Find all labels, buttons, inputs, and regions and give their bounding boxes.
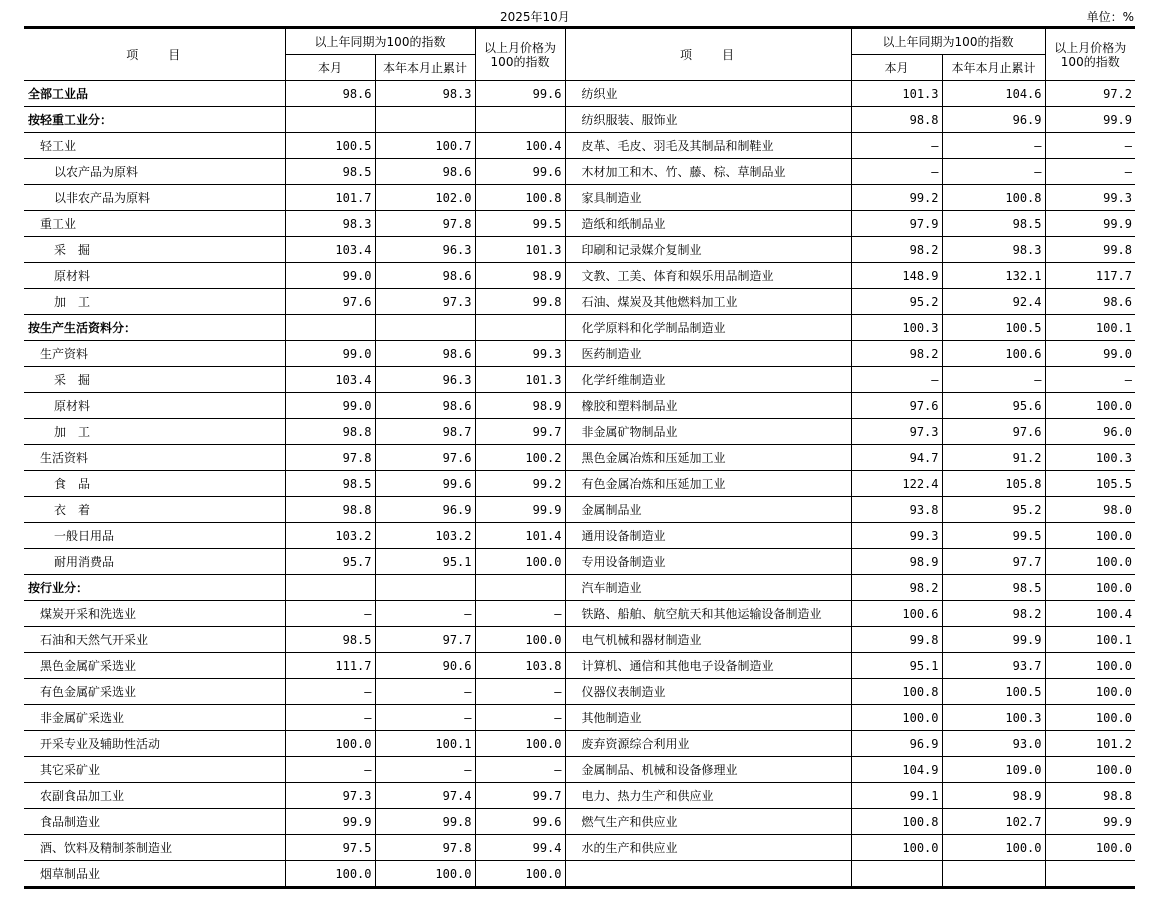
- left-current-month-value: 100.0: [285, 731, 375, 757]
- right-mom-value: 99.8: [1045, 237, 1135, 263]
- mom-header-line1-right: 以上月价格为: [1054, 40, 1127, 55]
- right-current-month-value: 148.9: [851, 263, 942, 289]
- left-item-label: 生活资料: [24, 445, 285, 471]
- left-ytd-value: 90.6: [375, 653, 475, 679]
- left-ytd-value: 97.8: [375, 211, 475, 237]
- left-mom-value: 99.7: [475, 419, 565, 445]
- right-current-month-value: 98.2: [851, 237, 942, 263]
- left-current-month-value: 100.5: [285, 133, 375, 159]
- left-current-month-value: 98.6: [285, 81, 375, 107]
- left-mom-value: [475, 107, 565, 133]
- right-mom-value: —: [1045, 367, 1135, 393]
- table-row: [24, 367, 1135, 393]
- left-ytd-value: 102.0: [375, 185, 475, 211]
- right-mom-value: 100.0: [1045, 835, 1135, 861]
- table-row: [24, 237, 1135, 263]
- price-index-table: [24, 26, 1135, 889]
- right-current-month-value: 100.6: [851, 601, 942, 627]
- left-mom-value: 101.3: [475, 367, 565, 393]
- left-current-month-value: 98.5: [285, 159, 375, 185]
- right-mom-value: 100.0: [1045, 393, 1135, 419]
- right-current-month-value: —: [851, 367, 942, 393]
- right-ytd-value: [942, 861, 1045, 888]
- right-mom-value: 98.0: [1045, 497, 1135, 523]
- right-mom-value: 99.0: [1045, 341, 1135, 367]
- left-item-label: 全部工业品: [24, 81, 285, 107]
- right-current-month-value: 95.2: [851, 289, 942, 315]
- left-current-month-value: 97.8: [285, 445, 375, 471]
- right-item-label: 文教、工美、体育和娱乐用品制造业: [565, 263, 851, 289]
- right-item-label: 燃气生产和供应业: [565, 809, 851, 835]
- right-item-label: 黑色金属冶炼和压延加工业: [565, 445, 851, 471]
- right-item-label: 通用设备制造业: [565, 523, 851, 549]
- left-ytd-value: 98.6: [375, 159, 475, 185]
- table-row: [24, 497, 1135, 523]
- left-mom-value: 100.0: [475, 731, 565, 757]
- right-item-label: 专用设备制造业: [565, 549, 851, 575]
- left-current-month-value: 97.3: [285, 783, 375, 809]
- ytd-header: 本年本月止累计: [375, 55, 475, 81]
- right-mom-value: 100.0: [1045, 679, 1135, 705]
- left-item-label: 加 工: [24, 419, 285, 445]
- yoy-group-header-right: 以上年同期为100的指数: [851, 28, 1045, 55]
- right-mom-value: —: [1045, 159, 1135, 185]
- right-current-month-value: 94.7: [851, 445, 942, 471]
- left-item-label: 按行业分：: [24, 575, 285, 601]
- mom-header-line2: 100的指数: [490, 54, 550, 69]
- left-current-month-value: 100.0: [285, 861, 375, 888]
- right-ytd-value: 100.8: [942, 185, 1045, 211]
- item-column-header: 项 目: [24, 28, 285, 81]
- right-current-month-value: 97.6: [851, 393, 942, 419]
- left-mom-value: 99.6: [475, 159, 565, 185]
- left-current-month-value: [285, 315, 375, 341]
- left-mom-value: [475, 315, 565, 341]
- right-ytd-value: 93.0: [942, 731, 1045, 757]
- left-mom-value: 99.2: [475, 471, 565, 497]
- left-current-month-value: —: [285, 705, 375, 731]
- right-ytd-value: —: [942, 159, 1045, 185]
- right-mom-value: 117.7: [1045, 263, 1135, 289]
- left-item-label: 耐用消费品: [24, 549, 285, 575]
- right-ytd-value: 100.3: [942, 705, 1045, 731]
- right-mom-value: [1045, 861, 1135, 888]
- left-current-month-value: 98.8: [285, 497, 375, 523]
- right-item-label: 印刷和记录媒介复制业: [565, 237, 851, 263]
- left-mom-value: 100.0: [475, 861, 565, 888]
- current-month-header-right: 本月: [851, 55, 942, 81]
- left-item-label: 生产资料: [24, 341, 285, 367]
- left-mom-value: 99.9: [475, 497, 565, 523]
- right-mom-value: 97.2: [1045, 81, 1135, 107]
- table-row: [24, 315, 1135, 341]
- right-mom-value: 100.0: [1045, 523, 1135, 549]
- left-ytd-value: 98.3: [375, 81, 475, 107]
- left-current-month-value: 97.5: [285, 835, 375, 861]
- table-row: [24, 601, 1135, 627]
- right-item-label: 皮革、毛皮、羽毛及其制品和制鞋业: [565, 133, 851, 159]
- left-ytd-value: 100.0: [375, 861, 475, 888]
- right-item-label: 纺织业: [565, 81, 851, 107]
- table-row: [24, 861, 1135, 888]
- left-ytd-value: —: [375, 601, 475, 627]
- left-ytd-value: 99.6: [375, 471, 475, 497]
- right-ytd-value: 93.7: [942, 653, 1045, 679]
- right-ytd-value: 95.6: [942, 393, 1045, 419]
- left-item-label: 非金属矿采选业: [24, 705, 285, 731]
- table-row: [24, 419, 1135, 445]
- left-item-label: 食 品: [24, 471, 285, 497]
- table-row: [24, 211, 1135, 237]
- right-mom-value: 98.8: [1045, 783, 1135, 809]
- left-mom-value: 101.4: [475, 523, 565, 549]
- left-item-label: 烟草制品业: [24, 861, 285, 888]
- right-current-month-value: 101.3: [851, 81, 942, 107]
- table-row: [24, 731, 1135, 757]
- right-ytd-value: —: [942, 367, 1045, 393]
- right-current-month-value: 93.8: [851, 497, 942, 523]
- right-current-month-value: 99.1: [851, 783, 942, 809]
- right-ytd-value: 100.6: [942, 341, 1045, 367]
- table-row: [24, 783, 1135, 809]
- left-current-month-value: 97.6: [285, 289, 375, 315]
- right-current-month-value: 95.1: [851, 653, 942, 679]
- right-ytd-value: 98.9: [942, 783, 1045, 809]
- right-ytd-value: 100.0: [942, 835, 1045, 861]
- right-mom-value: 99.9: [1045, 211, 1135, 237]
- right-mom-value: 100.3: [1045, 445, 1135, 471]
- right-item-label: 汽车制造业: [565, 575, 851, 601]
- left-item-label: 农副食品加工业: [24, 783, 285, 809]
- left-current-month-value: [285, 575, 375, 601]
- left-mom-value: 100.4: [475, 133, 565, 159]
- right-current-month-value: 99.8: [851, 627, 942, 653]
- left-mom-value: [475, 575, 565, 601]
- left-ytd-value: 97.7: [375, 627, 475, 653]
- left-item-label: 衣 着: [24, 497, 285, 523]
- table-row: [24, 393, 1135, 419]
- left-ytd-value: 103.2: [375, 523, 475, 549]
- right-ytd-value: 99.5: [942, 523, 1045, 549]
- left-item-label: 采 掘: [24, 367, 285, 393]
- left-mom-value: 100.0: [475, 549, 565, 575]
- left-ytd-value: [375, 315, 475, 341]
- right-item-label: 非金属矿物制品业: [565, 419, 851, 445]
- right-current-month-value: 100.0: [851, 835, 942, 861]
- right-item-label: 医药制造业: [565, 341, 851, 367]
- right-mom-value: 100.0: [1045, 549, 1135, 575]
- left-ytd-value: 97.6: [375, 445, 475, 471]
- left-item-label: 重工业: [24, 211, 285, 237]
- right-mom-value: 100.0: [1045, 705, 1135, 731]
- left-ytd-value: 95.1: [375, 549, 475, 575]
- left-item-label: 以农产品为原料: [24, 159, 285, 185]
- left-item-label: 原材料: [24, 263, 285, 289]
- left-ytd-value: 97.4: [375, 783, 475, 809]
- right-ytd-value: 98.5: [942, 211, 1045, 237]
- left-ytd-value: 97.8: [375, 835, 475, 861]
- left-item-label: 酒、饮料及精制茶制造业: [24, 835, 285, 861]
- left-mom-value: 101.3: [475, 237, 565, 263]
- right-item-label: 废弃资源综合利用业: [565, 731, 851, 757]
- right-item-label: 其他制造业: [565, 705, 851, 731]
- table-row: [24, 549, 1135, 575]
- right-ytd-value: 104.6: [942, 81, 1045, 107]
- table-row: [24, 81, 1135, 107]
- mom-header-line1: 以上月价格为: [483, 40, 556, 55]
- table-row: [24, 653, 1135, 679]
- left-current-month-value: —: [285, 757, 375, 783]
- right-ytd-value: 132.1: [942, 263, 1045, 289]
- left-item-label: 食品制造业: [24, 809, 285, 835]
- left-item-label: 加 工: [24, 289, 285, 315]
- right-item-label: 水的生产和供应业: [565, 835, 851, 861]
- table-row: [24, 133, 1135, 159]
- left-item-label: 采 掘: [24, 237, 285, 263]
- left-item-label: 一般日用品: [24, 523, 285, 549]
- left-ytd-value: 98.7: [375, 419, 475, 445]
- left-ytd-value: 98.6: [375, 393, 475, 419]
- right-item-label: [565, 861, 851, 888]
- right-item-label: 金属制品业: [565, 497, 851, 523]
- left-current-month-value: 98.5: [285, 627, 375, 653]
- left-mom-value: —: [475, 601, 565, 627]
- left-mom-value: —: [475, 679, 565, 705]
- left-ytd-value: 97.3: [375, 289, 475, 315]
- item-column-header-right: 项 目: [565, 28, 851, 81]
- right-ytd-value: 92.4: [942, 289, 1045, 315]
- right-ytd-value: 109.0: [942, 757, 1045, 783]
- left-item-label: 黑色金属矿采选业: [24, 653, 285, 679]
- right-item-label: 橡胶和塑料制品业: [565, 393, 851, 419]
- right-ytd-value: 100.5: [942, 679, 1045, 705]
- right-mom-value: 96.0: [1045, 419, 1135, 445]
- table-row: [24, 107, 1135, 133]
- right-ytd-value: 96.9: [942, 107, 1045, 133]
- table-row: [24, 263, 1135, 289]
- right-mom-value: 99.9: [1045, 107, 1135, 133]
- right-item-label: 化学原料和化学制品制造业: [565, 315, 851, 341]
- table-row: [24, 575, 1135, 601]
- left-ytd-value: 96.3: [375, 237, 475, 263]
- right-mom-value: 100.0: [1045, 757, 1135, 783]
- right-ytd-value: 91.2: [942, 445, 1045, 471]
- left-current-month-value: 99.0: [285, 263, 375, 289]
- right-current-month-value: 122.4: [851, 471, 942, 497]
- left-current-month-value: 99.9: [285, 809, 375, 835]
- right-current-month-value: 100.0: [851, 705, 942, 731]
- right-mom-value: 105.5: [1045, 471, 1135, 497]
- left-current-month-value: 103.4: [285, 237, 375, 263]
- left-ytd-value: 96.3: [375, 367, 475, 393]
- right-mom-value: 99.9: [1045, 809, 1135, 835]
- left-ytd-value: 100.7: [375, 133, 475, 159]
- left-item-label: 有色金属矿采选业: [24, 679, 285, 705]
- table-row: [24, 679, 1135, 705]
- right-current-month-value: 99.2: [851, 185, 942, 211]
- mom-header-line2-right: 100的指数: [1060, 54, 1120, 69]
- right-current-month-value: 100.3: [851, 315, 942, 341]
- table-body: [24, 81, 1135, 888]
- left-item-label: 按轻重工业分：: [24, 107, 285, 133]
- left-mom-value: 99.5: [475, 211, 565, 237]
- left-mom-value: 99.4: [475, 835, 565, 861]
- right-ytd-value: 100.5: [942, 315, 1045, 341]
- left-item-label: 煤炭开采和洗选业: [24, 601, 285, 627]
- right-item-label: 仪器仪表制造业: [565, 679, 851, 705]
- left-item-label: 以非农产品为原料: [24, 185, 285, 211]
- right-ytd-value: 95.2: [942, 497, 1045, 523]
- left-mom-value: —: [475, 705, 565, 731]
- current-month-header: 本月: [285, 55, 375, 81]
- left-current-month-value: 103.4: [285, 367, 375, 393]
- left-current-month-value: 98.3: [285, 211, 375, 237]
- left-mom-value: 98.9: [475, 263, 565, 289]
- left-ytd-value: 98.6: [375, 341, 475, 367]
- right-current-month-value: 98.9: [851, 549, 942, 575]
- left-ytd-value: 99.8: [375, 809, 475, 835]
- right-ytd-value: —: [942, 133, 1045, 159]
- table-row: [24, 757, 1135, 783]
- left-ytd-value: —: [375, 757, 475, 783]
- table-row: [24, 185, 1135, 211]
- mom-header-right: [1045, 28, 1135, 81]
- table-row: [24, 627, 1135, 653]
- right-ytd-value: 97.7: [942, 549, 1045, 575]
- left-mom-value: 99.7: [475, 783, 565, 809]
- right-mom-value: 100.0: [1045, 575, 1135, 601]
- left-ytd-value: [375, 107, 475, 133]
- left-mom-value: 100.8: [475, 185, 565, 211]
- right-current-month-value: 97.9: [851, 211, 942, 237]
- table-header: [24, 28, 1135, 81]
- right-ytd-value: 98.2: [942, 601, 1045, 627]
- yoy-group-header: 以上年同期为100的指数: [285, 28, 475, 55]
- right-mom-value: 101.2: [1045, 731, 1135, 757]
- right-mom-value: 100.0: [1045, 653, 1135, 679]
- right-mom-value: 99.3: [1045, 185, 1135, 211]
- right-item-label: 木材加工和木、竹、藤、棕、草制品业: [565, 159, 851, 185]
- right-current-month-value: 104.9: [851, 757, 942, 783]
- report-period: 2025年10月: [500, 10, 570, 24]
- table-row: [24, 809, 1135, 835]
- right-mom-value: —: [1045, 133, 1135, 159]
- right-item-label: 铁路、船舶、航空航天和其他运输设备制造业: [565, 601, 851, 627]
- left-ytd-value: 96.9: [375, 497, 475, 523]
- right-current-month-value: —: [851, 133, 942, 159]
- right-mom-value: 100.1: [1045, 627, 1135, 653]
- left-current-month-value: 111.7: [285, 653, 375, 679]
- left-item-label: 轻工业: [24, 133, 285, 159]
- left-ytd-value: 98.6: [375, 263, 475, 289]
- left-item-label: 开采专业及辅助性活动: [24, 731, 285, 757]
- left-current-month-value: 99.0: [285, 393, 375, 419]
- right-item-label: 化学纤维制造业: [565, 367, 851, 393]
- right-current-month-value: [851, 861, 942, 888]
- right-current-month-value: 98.2: [851, 575, 942, 601]
- right-item-label: 造纸和纸制品业: [565, 211, 851, 237]
- left-mom-value: 99.8: [475, 289, 565, 315]
- mom-header: [475, 28, 565, 81]
- table-row: [24, 835, 1135, 861]
- left-current-month-value: 98.8: [285, 419, 375, 445]
- table-row: [24, 445, 1135, 471]
- left-current-month-value: [285, 107, 375, 133]
- right-ytd-value: 98.5: [942, 575, 1045, 601]
- right-item-label: 家具制造业: [565, 185, 851, 211]
- right-current-month-value: 98.2: [851, 341, 942, 367]
- left-item-label: 按生产生活资料分：: [24, 315, 285, 341]
- left-ytd-value: 100.1: [375, 731, 475, 757]
- right-item-label: 电力、热力生产和供应业: [565, 783, 851, 809]
- left-current-month-value: —: [285, 679, 375, 705]
- right-item-label: 计算机、通信和其他电子设备制造业: [565, 653, 851, 679]
- left-current-month-value: 99.0: [285, 341, 375, 367]
- right-mom-value: 98.6: [1045, 289, 1135, 315]
- table-row: [24, 523, 1135, 549]
- right-item-label: 纺织服装、服饰业: [565, 107, 851, 133]
- right-item-label: 电气机械和器材制造业: [565, 627, 851, 653]
- table-row: [24, 705, 1135, 731]
- right-item-label: 石油、煤炭及其他燃料加工业: [565, 289, 851, 315]
- right-ytd-value: 102.7: [942, 809, 1045, 835]
- table-row: [24, 159, 1135, 185]
- left-ytd-value: —: [375, 679, 475, 705]
- left-current-month-value: 101.7: [285, 185, 375, 211]
- right-item-label: 金属制品、机械和设备修理业: [565, 757, 851, 783]
- left-current-month-value: —: [285, 601, 375, 627]
- right-current-month-value: 98.8: [851, 107, 942, 133]
- left-current-month-value: 103.2: [285, 523, 375, 549]
- left-mom-value: 103.8: [475, 653, 565, 679]
- right-current-month-value: 97.3: [851, 419, 942, 445]
- left-mom-value: 100.0: [475, 627, 565, 653]
- right-current-month-value: 100.8: [851, 679, 942, 705]
- left-mom-value: —: [475, 757, 565, 783]
- right-ytd-value: 105.8: [942, 471, 1045, 497]
- table-row: [24, 341, 1135, 367]
- left-item-label: 石油和天然气开采业: [24, 627, 285, 653]
- right-ytd-value: 98.3: [942, 237, 1045, 263]
- right-current-month-value: 100.8: [851, 809, 942, 835]
- table-row: [24, 289, 1135, 315]
- table-row: [24, 471, 1135, 497]
- left-item-label: 其它采矿业: [24, 757, 285, 783]
- right-current-month-value: —: [851, 159, 942, 185]
- left-ytd-value: [375, 575, 475, 601]
- ytd-header-right: 本年本月止累计: [942, 55, 1045, 81]
- left-current-month-value: 95.7: [285, 549, 375, 575]
- left-mom-value: 98.9: [475, 393, 565, 419]
- right-ytd-value: 97.6: [942, 419, 1045, 445]
- right-item-label: 有色金属冶炼和压延加工业: [565, 471, 851, 497]
- right-current-month-value: 96.9: [851, 731, 942, 757]
- left-mom-value: 100.2: [475, 445, 565, 471]
- right-current-month-value: 99.3: [851, 523, 942, 549]
- left-mom-value: 99.3: [475, 341, 565, 367]
- left-current-month-value: 98.5: [285, 471, 375, 497]
- left-ytd-value: —: [375, 705, 475, 731]
- right-mom-value: 100.1: [1045, 315, 1135, 341]
- left-item-label: 原材料: [24, 393, 285, 419]
- unit-label: 单位：%: [1086, 10, 1134, 24]
- left-mom-value: 99.6: [475, 809, 565, 835]
- right-ytd-value: 99.9: [942, 627, 1045, 653]
- right-mom-value: 100.4: [1045, 601, 1135, 627]
- left-mom-value: 99.6: [475, 81, 565, 107]
